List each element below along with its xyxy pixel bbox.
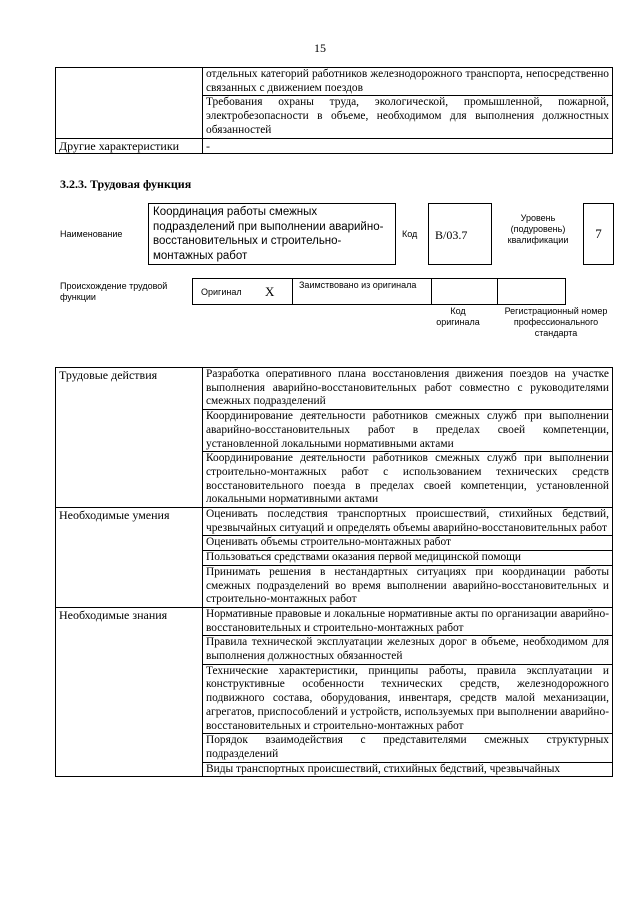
code-original-label: Код оригинала	[436, 306, 480, 327]
function-code-box: B/03.7	[428, 203, 492, 265]
table-cell: -	[203, 138, 613, 153]
level-label: Уровень (подуровень) квалификации	[507, 213, 569, 245]
table-row	[56, 508, 613, 536]
table-cell: Пользоваться средствами оказания первой медицинской помощи	[203, 551, 613, 566]
table-cell: Координирование деятельности работников смежных служб при выполнении аварийно-восстановительных работ в пределах своей компетенции, установленной локальными нормативными актами	[203, 410, 613, 452]
function-name-box: Координация работы смежных подразделений при выполнении аварийно-восстановительных и строительно-монтажных работ	[148, 203, 396, 265]
origin-table	[192, 278, 566, 305]
table-cell: Порядок взаимодействия с представителями смежных структурных подразделений	[203, 734, 613, 762]
reg-number-label: Регистрационный номер профессионального стандарта	[504, 306, 608, 338]
page-number: 15	[314, 41, 326, 55]
origin-label: Происхождение трудовой функции	[60, 281, 168, 302]
table-cell: Нормативные правовые и локальные нормативные акты по организации аварийно-восстановительных и строительно-монтажных работ	[203, 607, 613, 635]
name-label: Наименование	[60, 229, 123, 239]
table-row	[56, 138, 613, 153]
original-mark: X	[265, 284, 275, 299]
table-cell: Виды транспортных происшествий, стихийных бедствий, чрезвычайных	[203, 762, 613, 777]
divider	[292, 279, 293, 304]
table-cell: Правила технической эксплуатации железных дорог в объеме, необходимом для выполнения должностных обязанностей	[203, 636, 613, 664]
table-cell: Оценивать последствия транспортных происшествий, стихийных бедствий, чрезвычайных ситуаций и определять объемы аварийно-восстановительных работ	[203, 508, 613, 536]
code-label: Код	[402, 229, 418, 239]
row-label: Другие характеристики	[56, 138, 203, 153]
table-cell: Координирование деятельности работников смежных служб при выполнении строительно-монтажных работ с использованием технических средств восстановительного поезда в пределах своей компетенции, установленной локальными нормативными актами	[203, 452, 613, 508]
table-cell: отдельных категорий работников железнодорожного транспорта, непосредственно связанных с движением поездов	[203, 68, 613, 96]
row-label: Необходимые знания	[56, 607, 203, 776]
borrowed-label: Заимствовано из оригинала	[299, 280, 417, 290]
function-content-table	[55, 367, 613, 777]
row-label: Необходимые умения	[56, 508, 203, 608]
table-row	[56, 68, 613, 96]
row-label: Трудовые действия	[56, 368, 203, 508]
divider	[497, 279, 498, 304]
table-cell: Требования охраны труда, экологической, промышленной, пожарной, электробезопасности в объеме, необходимом для выполнения должностных обязанностей	[203, 96, 613, 138]
table-row	[56, 368, 613, 410]
table-cell: Оценивать объемы строительно-монтажных работ	[203, 536, 613, 551]
original-label: Оригинал	[201, 287, 242, 297]
level-value-box: 7	[583, 203, 614, 265]
table-cell: Разработка оперативного плана восстановления движения поездов на участке выполнения аварийно-восстановительных работ совместно с руководителями смежных подразделений	[203, 368, 613, 410]
top-requirements-table	[55, 67, 613, 154]
divider	[431, 279, 432, 304]
table-cell: Технические характеристики, принципы работы, правила эксплуатации и конструктивные особенности технических средств, железнодорожного подвижного состава, оборудования, инвентаря, средств малой механизации, агрегатов, приспособлений и устройств, используемых при выполнении аварийно-восстановительных и строительно-монтажных работ	[203, 664, 613, 734]
row-label	[56, 68, 203, 139]
section-heading: 3.2.3. Трудовая функция	[60, 177, 192, 191]
table-row	[56, 607, 613, 635]
table-cell: Принимать решения в нестандартных ситуациях при координации работы смежных подразделений во время выполнении аварийно-восстановительных и строительно-монтажных работ	[203, 565, 613, 607]
